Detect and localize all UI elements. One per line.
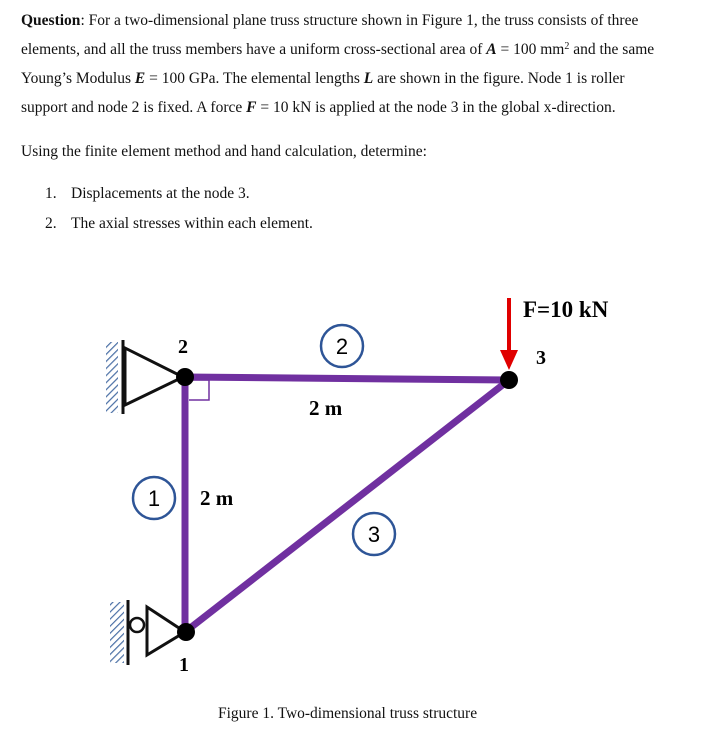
node-3 [500,371,518,389]
question-text-4b: = 10 kN is applied at the node 3 in the global x-direction. [256,99,616,116]
question-text-2b: = 100 mm [496,41,565,58]
force-symbol: F [246,99,257,116]
question-text-3a: Young’s Modulus [21,70,135,87]
fixed-support-triangle [125,348,183,405]
area-exponent: 2 [564,41,570,52]
node-2 [176,368,194,386]
element-1-length: 2 m [200,486,234,510]
roller-support-roller [130,618,144,632]
question-text-2c: and the same [569,41,655,58]
element-3-member [185,380,509,632]
question-text-1: : For a two-dimensional plane truss structure shown in Figure 1, the truss consists of three [80,12,639,29]
node-1-label: 1 [179,654,189,676]
element-2-length: 2 m [309,396,343,420]
task-text-1: Displacements at the node 3. [71,185,250,202]
length-symbol: L [363,70,374,87]
fixed-support-hatch [106,342,118,413]
roller-support-hatch [110,602,124,663]
question-text-3c: are shown in the figure. Node 1 is roller [373,70,625,87]
fixed-support [106,340,183,414]
question-text-3b: = 100 GPa. The elemental lengths [145,70,364,87]
right-angle-marker [189,380,209,400]
node-1 [177,623,195,641]
instruction-text: Using the finite element method and hand calculation, determine: [21,143,427,160]
area-symbol: A [486,41,497,58]
task-text-2: The axial stresses within each element. [71,215,313,232]
element-1-label: 1 [147,486,161,511]
element-2-member [185,377,509,380]
force-arrow-head [500,350,518,370]
force-label: F=10 kN [523,297,609,322]
roller-support [110,600,185,665]
node-3-label: 3 [536,347,546,369]
force-arrow [500,298,518,370]
question-label: Question [21,12,81,29]
task-number-1: 1. [45,185,57,202]
question-text-4a: support and node 2 is fixed. A force [21,99,247,116]
figure-caption: Figure 1. Two-dimensional truss structure [218,705,478,722]
task-number-2: 2. [45,215,57,232]
element-2-label: 2 [335,334,349,359]
element-3-label: 3 [367,522,381,547]
question-text-2a: elements, and all the truss members have a uniform cross-sectional area of [21,41,487,58]
modulus-symbol: E [134,70,146,87]
node-2-label: 2 [178,336,188,358]
